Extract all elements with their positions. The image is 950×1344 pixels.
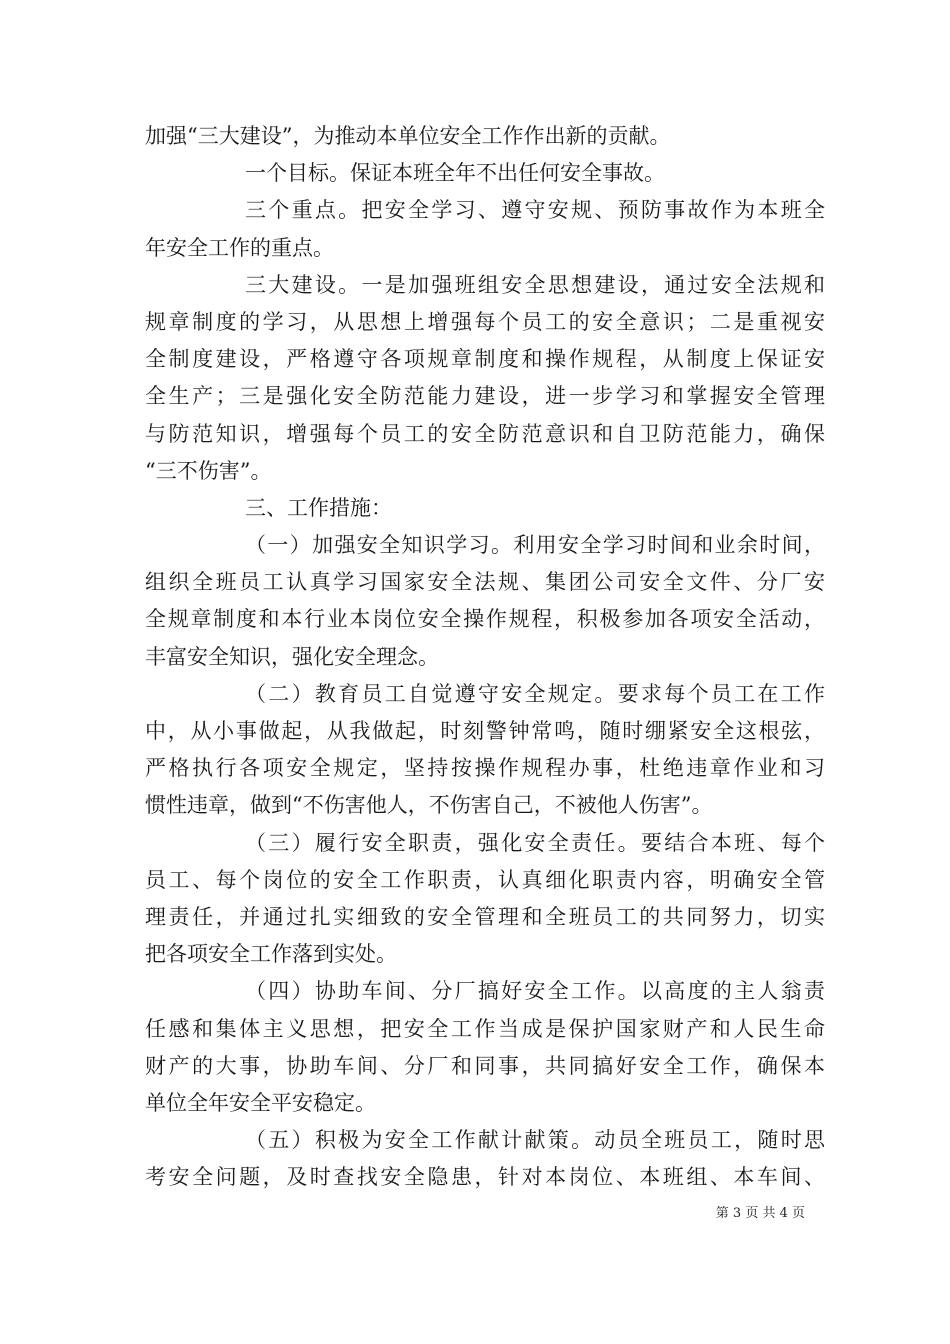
text-line: 加强“三大建设”，为推动本单位安全工作作出新的贡献。 [145,124,671,148]
text-line: 三个重点。把安全学习、遵守安规、预防事故作为本班全 [245,198,825,223]
text-line: 惯性违章，做到“不伤害他人，不伤害自己，不被他人伤害”。 [145,793,713,818]
text-line: （三）履行安全职责，强化安全责任。要结合本班、每个 [245,830,825,855]
text-line: 理责任，并通过扎实细致的安全管理和全班员工的共同努力，切实 [145,904,825,929]
text-line: 全规章制度和本行业本岗位安全操作规程，积极参加各项安全活动， [145,607,825,632]
text-line: 中，从小事做起，从我做起，时刻警钟常鸣，随时绷紧安全这根弦， [145,719,825,743]
text-line: 三大建设。一是加强班组安全思想建设，通过安全法规和 [245,272,825,297]
text-line: 一个目标。保证本班全年不出任何安全事故。 [245,161,665,186]
text-line: 财产的大事，协助车间、分厂和同事，共同搞好安全工作，确保本 [145,1053,825,1078]
text-line: 严格执行各项安全规定，坚持按操作规程办事，杜绝违章作业和习 [145,756,825,781]
text-line: 把各项安全工作落到实处。 [145,942,397,967]
text-line: 丰富安全知识，强化安全理念。 [145,644,439,669]
text-line: （一）加强安全知识学习。利用安全学习时间和业余时间， [245,533,825,558]
text-line: 全制度建设，严格遵守各项规章制度和操作规程，从制度上保证安 [145,347,825,372]
text-line: 年安全工作的重点。 [145,235,334,260]
text-line: （四）协助车间、分厂搞好安全工作。以高度的主人翁责 [245,979,825,1004]
text-line: 任感和集体主义思想，把安全工作当成是保护国家财产和人民生命 [145,1016,825,1041]
text-line: “三不伤害”。 [145,458,272,483]
page-number: 第 3 页 共 4 页 [715,1206,805,1221]
text-line: 三、工作措施： [245,495,392,520]
text-line: 组织全班员工认真学习国家安全法规、集团公司安全文件、分厂安 [145,570,825,595]
text-line: 全生产；三是强化安全防范能力建设，进一步学习和掌握安全管理 [145,384,825,409]
text-line: （五）积极为安全工作献计献策。动员全班员工，随时思 [245,1128,825,1153]
text-line: （二）教育员工自觉遵守安全规定。要求每个员工在工作 [245,681,825,706]
text-line: 考安全问题，及时查找安全隐患，针对本岗位、本班组、本车间、 [145,1165,825,1190]
text-line: 与防范知识，增强每个员工的安全防范意识和自卫防范能力，确保 [145,421,825,446]
text-line: 员工、每个岗位的安全工作职责，认真细化职责内容，明确安全管 [145,867,825,892]
text-line: 规章制度的学习，从思想上增强每个员工的安全意识；二是重视安 [145,309,825,334]
document-body [145,118,825,1196]
text-line: 单位全年安全平安稳定。 [145,1090,376,1115]
